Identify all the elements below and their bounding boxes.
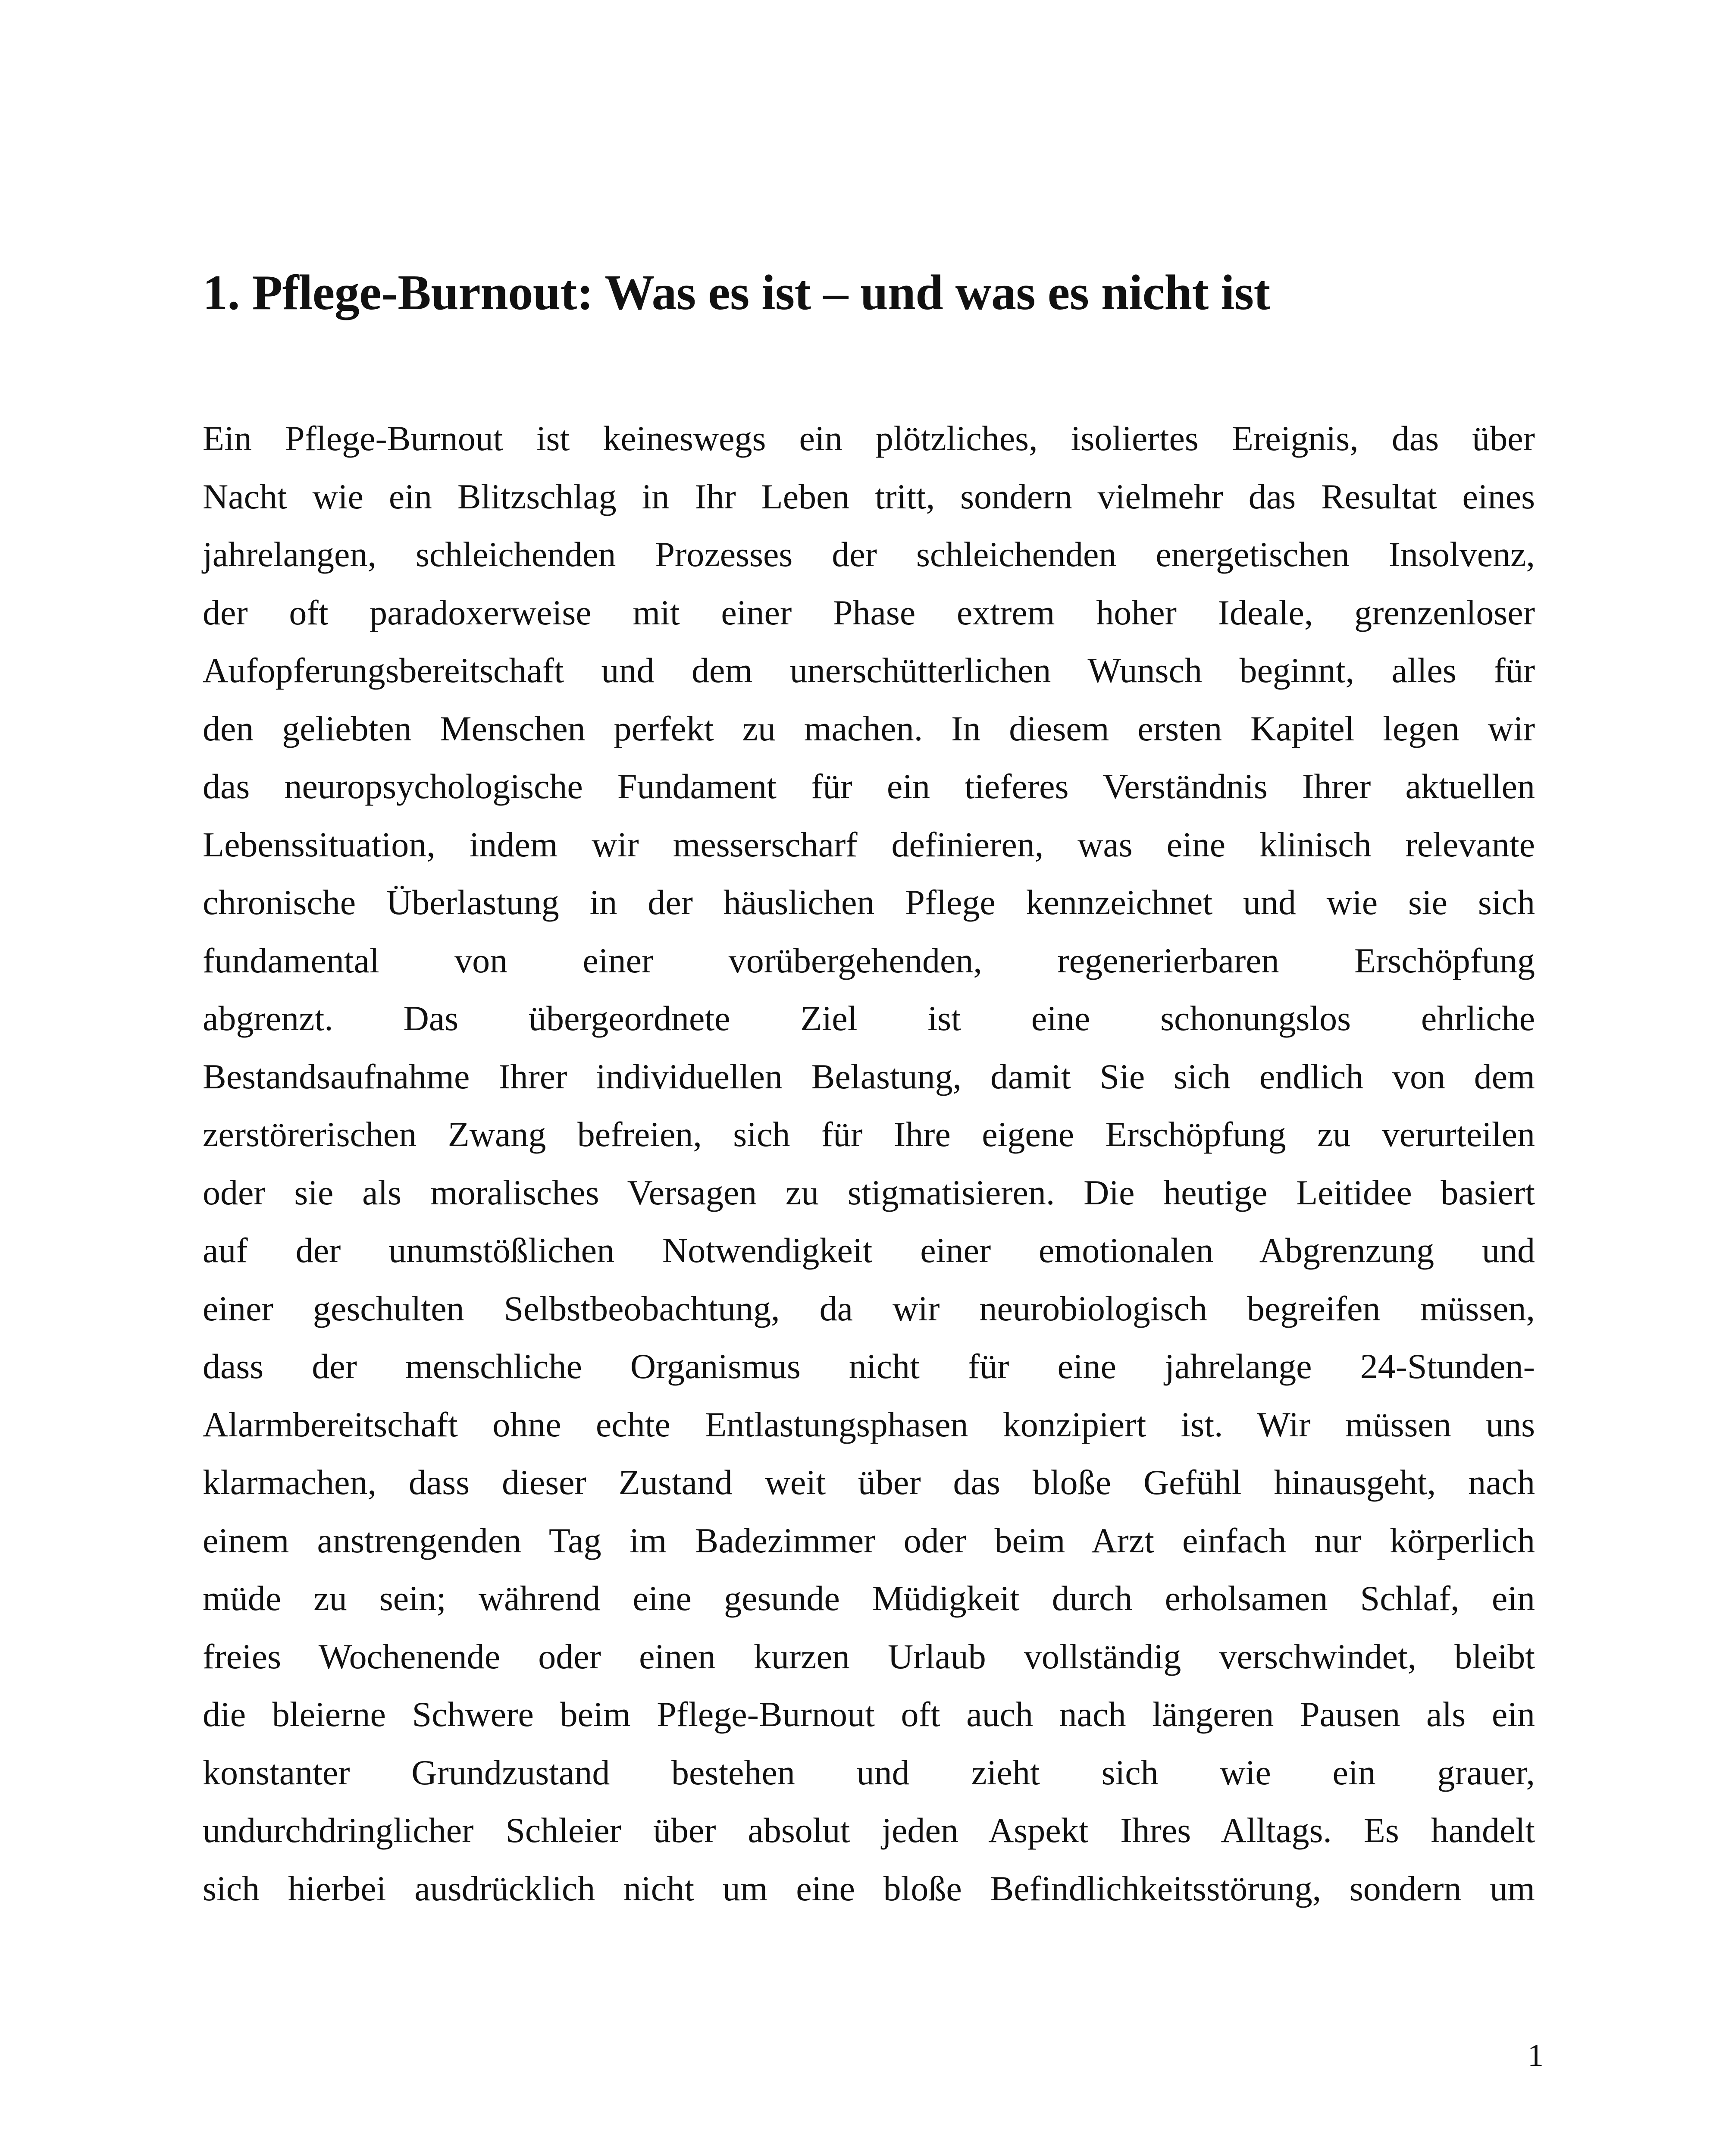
paragraph-line: undurchdringlicher Schleier über absolut jeden Aspekt Ihres Alltags. Es handelt [203,1811,1535,1850]
paragraph-line: Nacht wie ein Blitzschlag in Ihr Leben tritt, sondern vielmehr das Resultat eines [203,476,1535,516]
paragraph-line: abgrenzt. Das übergeordnete Ziel ist eine schonungslos ehrliche [203,999,1535,1038]
paragraph-line: müde zu sein; während eine gesunde Müdigkeit durch erholsamen Schlaf, ein [203,1579,1535,1618]
paragraph-line: Alarmbereitschaft ohne echte Entlastungsphasen konzipiert ist. Wir müssen uns [203,1404,1535,1444]
chapter-title: 1. Pflege-Burnout: Was es ist – und was es nicht ist [203,265,1270,320]
page-number: 1 [1528,2038,1544,2073]
paragraph-line: der oft paradoxerweise mit einer Phase extrem hoher Ideale, grenzenloser [203,592,1535,632]
paragraph-line: sich hierbei ausdrücklich nicht um eine bloße Befindlichkeitsstörung, sondern um [203,1868,1535,1908]
paragraph-line: das neuropsychologische Fundament für ein tieferes Verständnis Ihrer aktuellen [203,767,1535,806]
paragraph-line: fundamental von einer vorübergehenden, regenerierbaren Erschöpfung [203,940,1535,980]
paragraph-line: Aufopferungsbereitschaft und dem unerschütterlichen Wunsch beginnt, alles für [203,651,1535,690]
paragraph-line: einer geschulten Selbstbeobachtung, da wir neurobiologisch begreifen müssen, [203,1288,1535,1328]
paragraph-line: oder sie als moralisches Versagen zu stigmatisieren. Die heutige Leitidee basiert [203,1172,1535,1212]
paragraph-line: Bestandsaufnahme Ihrer individuellen Belastung, damit Sie sich endlich von dem [203,1056,1535,1096]
paragraph-line: auf der unumstößlichen Notwendigkeit einer emotionalen Abgrenzung und [203,1231,1535,1270]
paragraph-line: Lebenssituation, indem wir messerscharf definieren, was eine klinisch relevante [203,824,1535,864]
paragraph-line: Ein Pflege-Burnout ist keineswegs ein plötzliches, isoliertes Ereignis, das über [203,419,1535,458]
paragraph-line: die bleierne Schwere beim Pflege-Burnout oft auch nach längeren Pausen als ein [203,1695,1535,1734]
body-paragraph [203,410,1535,1918]
paragraph-line: jahrelangen, schleichenden Prozesses der schleichenden energetischen Insolvenz, [203,535,1535,574]
paragraph-line: dass der menschliche Organismus nicht für eine jahrelange 24-Stunden- [203,1347,1535,1386]
paragraph-line: freies Wochenende oder einen kurzen Urlaub vollständig verschwindet, bleibt [203,1636,1535,1676]
paragraph-line: den geliebten Menschen perfekt zu machen. In diesem ersten Kapitel legen wir [203,708,1535,748]
paragraph-line: einem anstrengenden Tag im Badezimmer oder beim Arzt einfach nur körperlich [203,1520,1535,1560]
paragraph-line: klarmachen, dass dieser Zustand weit über das bloße Gefühl hinausgeht, nach [203,1463,1535,1502]
paragraph-line: konstanter Grundzustand bestehen und zieht sich wie ein grauer, [203,1752,1535,1792]
paragraph-line: zerstörerischen Zwang befreien, sich für Ihre eigene Erschöpfung zu verurteilen [203,1115,1535,1154]
paragraph-line: chronische Überlastung in der häuslichen Pflege kennzeichnet und wie sie sich [203,883,1535,922]
